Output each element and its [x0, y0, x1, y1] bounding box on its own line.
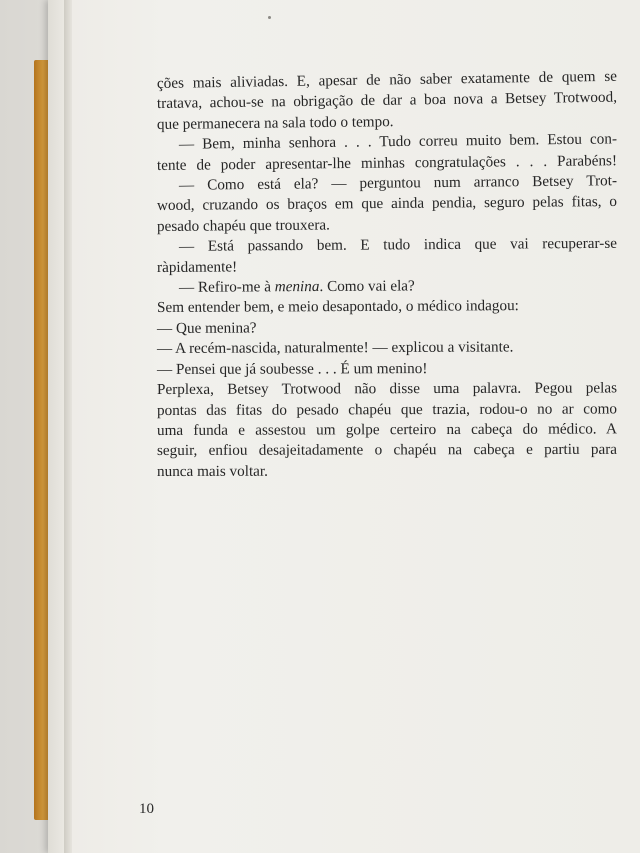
text-line: ções mais aliviadas. E, apesar de não saber exatamente de quem se [156, 67, 618, 92]
dialogue-text: . Como vai ela? [319, 277, 415, 296]
dialogue-text: — Refiro-me à [178, 278, 275, 296]
text-line: ràpidamente! [156, 258, 238, 276]
dialogue-line: — Pensei que já soubesse . . . É um menino! [156, 359, 428, 378]
dialogue-line: — Está passando bem. E tudo indica que vai recuperar-se [178, 235, 618, 256]
text-line: tratava, achou-se na obrigação de dar a boa nova a Betsey Trotwood, [156, 88, 618, 113]
page-gutter [64, 0, 72, 853]
text-line: Sem entender bem, e meio desapontado, o médico indagou: [156, 297, 519, 317]
dialogue-line: — Como está ela? — perguntou num arranco Betsey Trot- [178, 172, 618, 194]
paper-speck [268, 16, 271, 19]
dialogue-line: — Que menina? [156, 319, 257, 337]
text-line: seguir, enfiou desajeitadamente o chapéu na cabeça e partiu para [156, 441, 618, 460]
dialogue-line: — A recém-nascida, naturalmente! — explicou a visitante. [156, 338, 514, 358]
text-line: wood, cruzando os braços em que ainda pendia, seguro pelas fitas, o [156, 193, 618, 215]
text-line: nunca mais voltar. [156, 462, 268, 480]
text-line: tente de poder apresentar-lhe minhas congratulações . . . Parabéns! [156, 151, 618, 174]
text-line: pesado chapéu que trouxera. [156, 216, 330, 235]
text-line: Perplexa, Betsey Trotwood não disse uma palavra. Pegou pelas [156, 379, 618, 399]
page-number: 10 [139, 801, 154, 817]
text-line: pontas das fitas do pesado chapéu que trazia, rodou-o no ar como [156, 399, 618, 419]
dialogue-line: — Bem, minha senhora . . . Tudo correu muito bem. Estou con- [178, 130, 618, 153]
body-text [156, 67, 618, 482]
text-line: uma funda e assestou um golpe certeiro na cabeça do médico. A [156, 420, 618, 439]
emphasized-word: menina [274, 278, 320, 296]
text-line: que permanecera na sala todo o tempo. [156, 112, 394, 133]
